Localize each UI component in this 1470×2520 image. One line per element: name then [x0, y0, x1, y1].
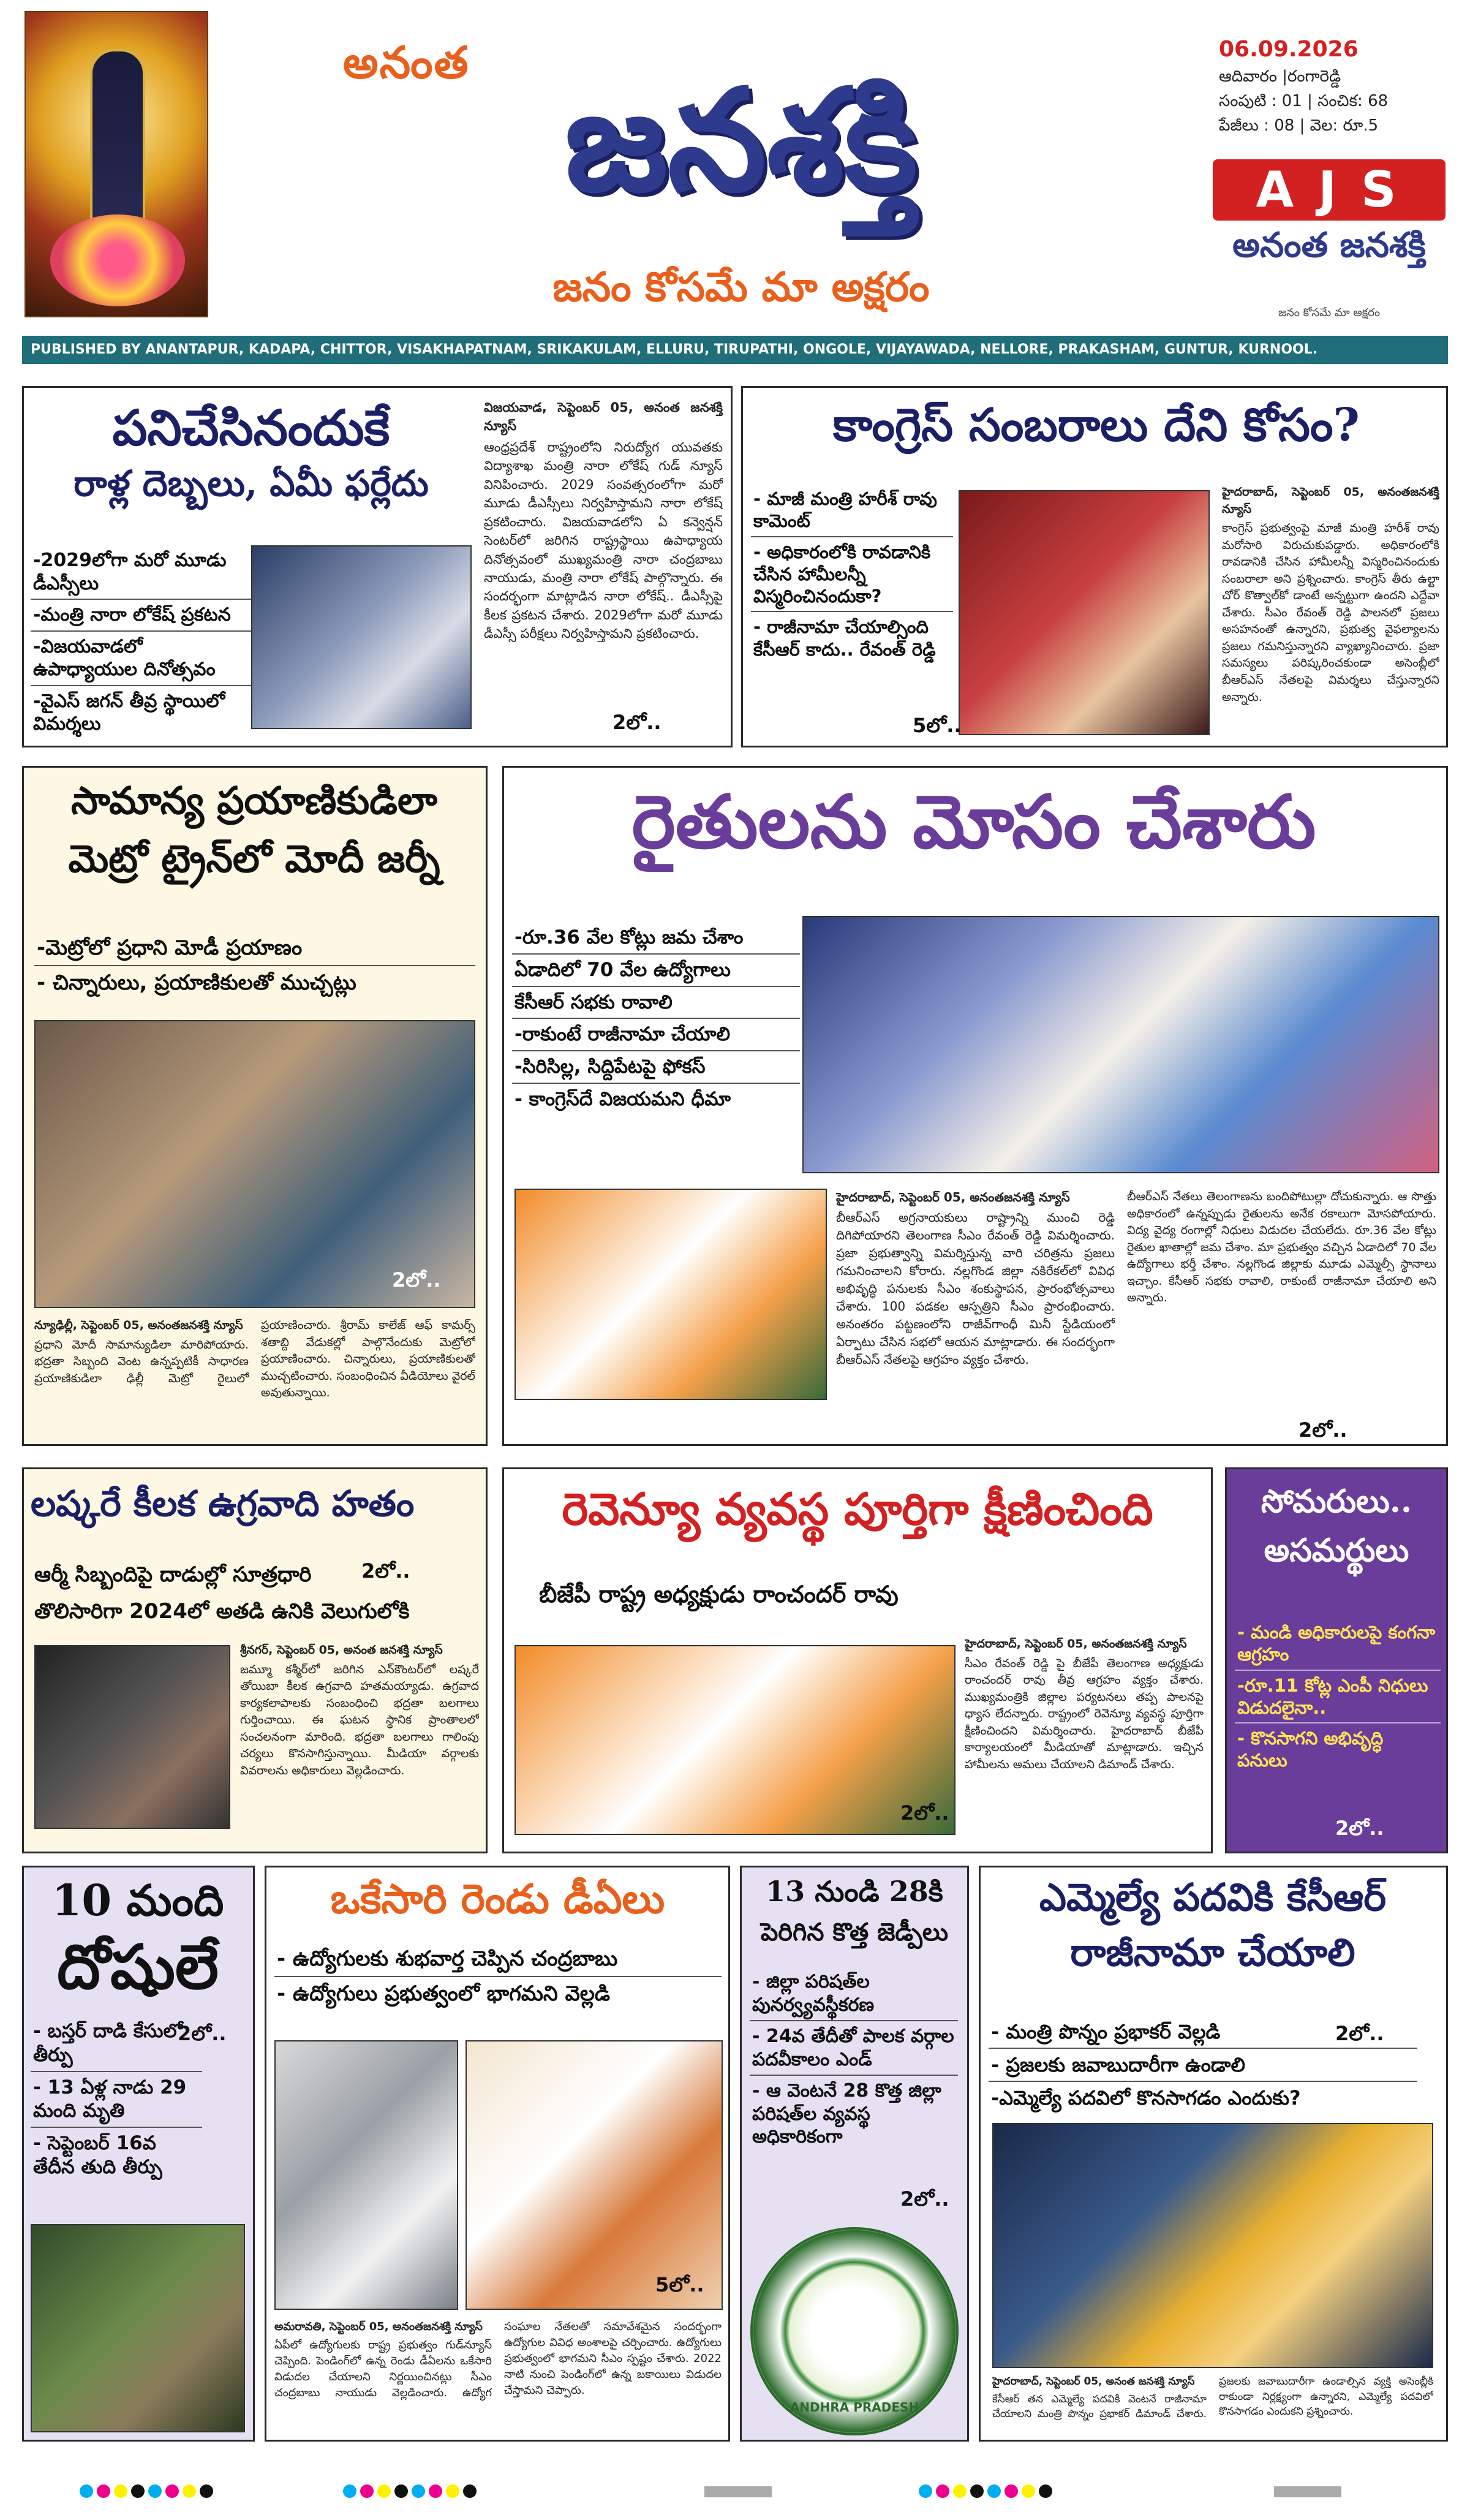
zp-headline-2: పెరిగిన కొత్త జెడ్పీలు	[760, 1918, 949, 1947]
list-item: - ఉద్యోగులకు శుభవార్త చెప్పిన చంద్రబాబు	[274, 1942, 722, 1977]
list-item: - జిల్లా పరిషత్‌ల పునర్వ్యవస్థీకరణ	[750, 1967, 958, 2021]
registration-marks-left	[80, 2484, 213, 2498]
list-item: - 13 ఏళ్ల నాడు 29 మంది మృతి	[31, 2072, 202, 2128]
congress-byline: హైదరాబాద్, సెప్టెంబర్ 05, అనంతజనశక్తి న్యూస్	[1222, 485, 1439, 516]
da-byline: అమరావతి, సెప్టెంబర్ 05, అనంతజనశక్తి న్యూస్	[274, 2320, 483, 2333]
bastar-photo	[31, 2224, 245, 2432]
mla-byline: హైదరాబాద్, సెప్టెంబర్ 05, అనంత జనశక్తి న్యూస్	[992, 2375, 1195, 2388]
ajs-logo	[1213, 159, 1446, 221]
revenue-byline: హైదరాబాద్, సెప్టెంబర్ 05, అనంతజనశక్తి న్యూస్	[965, 1637, 1187, 1651]
da-article	[274, 2319, 722, 2435]
lokesh-photo	[251, 545, 472, 729]
kangana-headline-1: సోమరులు..	[1261, 1483, 1412, 1520]
title-big: జనశక్తి	[564, 59, 918, 223]
metro-bullets	[34, 931, 475, 999]
list-item: -2029లోగా మరో మూడు డీఎస్సీలు	[31, 545, 251, 600]
congress-bullets	[751, 484, 953, 664]
congress-body: కాంగ్రెస్ ప్రభుత్వంపై మాజీ మంత్రి హరీశ్ రావు మరోసారి విరుచుకుపడ్డారు. అధికారంలోకి రావడానికి చేసిన హామీలన్నీ విస్మరించినందుకు సంబరాలా అని ప్రశ్నించారు. కాంగ్రెస్ తీరు ఉల్టా చోర్ కొత్వాల్‌కో డాంటే అన్నట్టుగా ఉందని ఎద్దేవా చేశారు. సీఎం రేవంత్ రెడ్డి పాలనలో ప్రజలు అసహనంతో ఉన్నారని, ప్రభుత్వ వైఫల్యాలను ప్రజలు గమనిస్తున్నారని వ్యాఖ్యానించారు. ప్రజా సమస్యలు పరిష్కరించకుండా అసెంబ్లీలో బీఆర్ఎస్ నేతలపై విమర్శలు చేస్తున్నారని అన్నారు.	[1222, 521, 1439, 704]
registration-marks-center	[343, 2484, 477, 2498]
revenue-body: సీఎం రేవంత్ రెడ్డి పై బీజేపీ తెలంగాణ అధ్యక్షుడు రాంచందర్ రావు తీవ్ర ఆగ్రహం వ్యక్తం చేశారు. ముఖ్యమంత్రికి జిల్లాల పర్యటనలు తప్ప పాలనపై ధ్యాస లేదన్నారు. రాష్ట్రంలో రెవెన్యూ వ్యవస్థ పూర్తిగా క్షీణించిందని విమర్శించారు. హైదరాబాద్ బీజేపీ కార్యాలయంలో మీడియాతో మాట్లాడారు. ఇచ్చిన హామీలను అమలు చేయాలని డిమాండ్ చేశారు.	[965, 1656, 1204, 1771]
da-body: ఏపీలో ఉద్యోగులకు రాష్ట్ర ప్రభుత్వం గుడ్‌న్యూస్ చెప్పింది. పెండింగ్‌లో ఉన్న రెండు డీఏలను ఒకేసారి విడుదల చేయాలని నిర్ణయించినట్లు సీఎం చంద్రబాబు నాయుడు వెల్లడించారు. ఉద్యోగ సంఘాల నేతలతో సమావేశమైన సందర్భంగా ఉద్యోగుల వివిధ అంశాలపై చర్చించారు. ఉద్యోగులు ప్రభుత్వంలో భాగమని సీఎం స్పష్టం చేశారు. 2022 నాటి నుంచి పెండింగ్‌లో ఉన్న బకాయిలు విడుదల చేస్తామని చెప్పారు.	[274, 2320, 722, 2400]
registration-marks-right	[919, 2484, 1052, 2498]
title-small: అనంత	[343, 37, 470, 88]
bastar-bullets	[31, 2016, 202, 2183]
bastar-headline-2: దోషులే	[57, 1931, 219, 2003]
day-place: ఆదివారం |రంగారెడ్డి	[1219, 67, 1341, 86]
congress-photo	[959, 490, 1210, 735]
small-logo-tagline: జనం కోసమే మా అక్షరం	[1278, 306, 1381, 319]
list-item: -సిరిసిల్ల, సిద్దిపేటపై ఫోకస్	[512, 1051, 800, 1084]
issue-date: 06.09.2026	[1219, 37, 1359, 62]
metro-body: ప్రధాని మోదీ సామాన్యుడిలా మారిపోయారు. భద్రతా సిబ్బంది వెంట ఉన్నప్పటికీ సాధారణ ప్రయాణికుడిలా ఢిల్లీ మెట్రో రైలులో ప్రయాణించారు. శ్రీరామ్ కాలేజ్ ఆఫ్ కామర్స్ శతాబ్ది వేడుకల్లో పాల్గొనేందుకు మెట్రోలో ప్రయాణించారు. చిన్నారులు, ప్రయాణికులతో ముచ్చటించారు. సంబంధించిన వీడియోలు వైరల్ అవుతున్నాయి.	[34, 1319, 475, 1400]
publication-banner	[22, 336, 1448, 364]
list-item: - చిన్నారులు, ప్రయాణికులతో ముచ్చట్లు	[37, 970, 356, 995]
farmers-body: బీఆర్ఎస్ అగ్రనాయకులు రాష్ట్రాన్ని ముంచి రెడ్డి దిగిపోయారని తెలంగాణ సీఎం రేవంత్ రెడ్డి విమర్శించారు. ప్రజా ప్రభుత్వాన్ని విమర్శిస్తున్న వారి చరిత్రను ప్రజలు గమనించాలని కోరారు. నల్లగొండ జిల్లా నకిరేకల్‌లో వివిధ అభివృద్ధి పనులకు సీఎం శంకుస్థాపన, ప్రారంభోత్సవాలు చేశారు. 100 పడకల ఆస్పత్రిని సీఎం ప్రారంభించారు. అనంతరం పట్టణంలోని రాజీవ్‌గాంధీ మినీ స్టేడియంలో ఏర్పాటు చేసిన సభలో ఆయన మాట్లాడారు. ఈ సందర్భంగా బీఆర్ఎస్ నేతలపై ఆగ్రహం వ్యక్తం చేశారు.	[836, 1210, 1115, 1367]
da-headline: ఒకేసారి రెండు డీఏలు	[330, 1875, 665, 1923]
list-item: - ప్రజలకు జవాబుదారీగా ఉండాలి	[989, 2049, 1417, 2082]
revenue-continued[interactable]: 2లో..	[900, 1801, 949, 1825]
list-item: -ఎమ్మెల్యే పదవిలో కొనసాగడం ఎందుకు?	[991, 2086, 1301, 2109]
lokesh-headline-2: రాళ్ల దెబ్బలు, ఏమీ ఫర్లేదు	[74, 463, 429, 504]
volume-issue: సంపుటి : 01 | సంచిక: 68	[1219, 92, 1389, 110]
revenue-article	[965, 1636, 1204, 1844]
gray-bar	[704, 2486, 772, 2497]
zp-bullets	[750, 1967, 958, 2152]
list-item: - కాంగ్రెస్‌దే విజయమని ధీమా	[514, 1088, 731, 1110]
list-item: - మాజీ మంత్రి హరీశ్ రావు కామెంట్	[751, 484, 953, 537]
list-item: - అధికారంలోకి రావడానికి చేసిన హామీలన్నీ విస్మరించినందుకా?	[751, 537, 953, 613]
list-item: - మండి అధికారులపై కంగనా ఆగ్రహం	[1235, 1618, 1441, 1671]
zp-headline-1: 13 నుండి 28కి	[766, 1875, 943, 1908]
bastar-headline-1: 10 మంది	[51, 1875, 224, 1926]
metro-headline-2: మెట్రో ట్రైన్‌లో మోదీ జర్నీ	[68, 836, 440, 881]
mla-continued[interactable]: 2లో..	[1335, 2022, 1384, 2045]
farmers-article	[836, 1189, 1115, 1434]
lokesh-continued[interactable]: 2లో..	[612, 711, 662, 734]
ajs-logo-text: AJS	[1213, 159, 1446, 221]
list-item: -రూ.11 కోట్ల ఎంపీ నిధులు విడుదలైనా..	[1235, 1671, 1441, 1724]
list-item: - 24వ తేదీతో పాలక వర్గాల పదవీకాలం ఎండ్	[750, 2021, 958, 2076]
farmers-continued[interactable]: 2లో..	[1298, 1418, 1348, 1442]
revenue-photo	[514, 1645, 956, 1835]
farmers-headline: రైతులను మోసం చేశారు	[631, 779, 1316, 865]
mla-body: కేసీఆర్ తన ఎమ్మెల్యే పదవికి వెంటనే రాజీనామా చేయాలని మంత్రి పొన్నం ప్రభాకర్ డిమాండ్ చేశారు. ప్రజలకు జవాబుదారీగా ఉండాల్సిన వ్యక్తి అసెంబ్లీకి రాకుండా నిర్లక్ష్యంగా ఉన్నారని, ఎమ్మెల్యే పదవిలో కొనసాగడం ఎందుకని ప్రశ్నించారు.	[992, 2375, 1433, 2421]
revenue-headline: రెవెన్యూ వ్యవస్థ పూర్తిగా క్షీణించింది	[562, 1483, 1153, 1535]
list-item: -రాకుంటే రాజీనామా చేయాలి	[512, 1019, 800, 1051]
list-item: - ఆ వెంటనే 28 కొత్త జిల్లా పరిషత్‌ల వ్యవస్థ అధికారికంగా	[752, 2080, 941, 2147]
list-item: కేసీఆర్ సభకు రావాలి	[512, 987, 800, 1020]
deity-image	[24, 11, 208, 317]
list-item: -రూ.36 వేల కోట్లు జమ చేశాం	[512, 922, 800, 955]
lashkar-body: జమ్మూ కశ్మీర్‌లో జరిగిన ఎన్‌కౌంటర్‌లో లష్కరే తోయిబా కీలక ఉగ్రవాది హతమయ్యాడు. ఉగ్రవాద కార్యకలాపాలకు సంబంధించి భద్రతా బలగాలు గుర్తించాయి. ఈ ఘటన స్థానిక ప్రాంతాలలో సంచలనంగా మారింది. భద్రతా బలగాలు గాలింపు చర్యలు కొనసాగిస్తున్నాయి. మీడియా వర్గాలకు వివరాలను అధికారులు వెల్లడించారు.	[240, 1662, 479, 1777]
pages-price: పేజీలు : 08 | వెల: రూ.5	[1219, 116, 1379, 135]
da-photo-cm	[466, 2040, 723, 2310]
list-item: -మెట్రోలో ప్రధాని మోడీ ప్రయాణం	[34, 931, 475, 966]
lashkar-photo	[34, 1645, 230, 1829]
bastar-continued[interactable]: 2లో..	[178, 2022, 227, 2045]
metro-article	[34, 1317, 475, 1440]
lashkar-sub-1: ఆర్మీ సిబ్బందిపై దాడుల్లో సూత్రధారి	[34, 1562, 312, 1587]
mla-photo	[992, 2123, 1433, 2368]
congress-continued[interactable]: 5లో..	[913, 714, 962, 737]
list-item: - బస్తర్ దాడి కేసులో తీర్పు	[31, 2016, 202, 2072]
lokesh-headline-1: పనిచేసినందుకే	[112, 399, 390, 456]
lokesh-body: ఆంధ్రప్రదేశ్ రాష్ట్రంలోని నిరుద్యోగ యువతకు విద్యాశాఖ మంత్రి నారా లోకేష్ గుడ్ న్యూస్ వినిపించారు. 2029 సంవత్సరంలోగా మరో మూడు డీఎస్సీలు నిర్వహిస్తామని నారా లోకేష్ ప్రకటించారు. విజయవాడలోని ఏ కన్వెన్షన్ సెంటర్‌లో జరిగిన రాష్ట్రస్థాయి ఉపాధ్యాయ దినోత్సవంలో ముఖ్యమంత్రి నారా చంద్రబాబు నాయుడు, మంత్రి నారా లోకేష్ పాల్గొన్నారు. ఈ సందర్భంగా మాట్లాడిన నారా లోకేష్.. డీఎస్సీపై కీలక ప్రకటన చేశారు. 2029లోగా మరో మూడు డీఎస్సీ పరీక్షలు నిర్వహిస్తామని ప్రకటించారు.	[484, 439, 723, 641]
ap-emblem-text: ANDHRA PRADESH	[790, 2400, 919, 2415]
revenue-sub: బీజేపీ రాష్ట్ర అధ్యక్షుడు రాంచందర్ రావు	[539, 1581, 899, 1608]
farmers-byline: హైదరాబాద్, సెప్టెంబర్ 05, అనంతజనశక్తి న్యూస్	[836, 1190, 1070, 1205]
mla-article	[992, 2374, 1433, 2435]
lashkar-article	[240, 1642, 479, 1844]
lashkar-headline: లష్కరే కీలక ఉగ్రవాది హతం	[31, 1483, 415, 1524]
da-photo-meeting	[274, 2040, 458, 2310]
tagline: జనం కోసమే మా అక్షరం	[552, 263, 930, 311]
lashkar-continued[interactable]: 2లో..	[361, 1559, 410, 1583]
mla-headline-1: ఎమ్మెల్యే పదవికి కేసీఆర్	[1039, 1875, 1387, 1920]
list-item: -విజయవాడలో ఉపాధ్యాయుల దినోత్సవం	[31, 632, 251, 686]
lokesh-article	[484, 398, 723, 705]
da-bullets	[274, 1942, 722, 2010]
list-item: - మంత్రి పొన్నం ప్రభాకర్ వెల్లడి	[989, 2016, 1417, 2049]
kangana-continued[interactable]: 2లో..	[1335, 1817, 1384, 1840]
ap-emblem	[750, 2227, 959, 2435]
metro-continued[interactable]: 2లో..	[392, 1268, 441, 1292]
list-item: -మంత్రి నారా లోకేష్ ప్రకటన	[31, 600, 251, 632]
mla-headline-2: రాజీనామా చేయాలి	[1070, 1930, 1355, 1975]
zp-continued[interactable]: 2లో..	[900, 2187, 949, 2211]
metro-photo	[34, 1020, 475, 1308]
list-item: ఏడాదిలో 70 వేల ఉద్యోగాలు	[512, 955, 800, 987]
gray-bar-right	[1274, 2486, 1341, 2497]
kangana-bullets	[1235, 1618, 1441, 1776]
lashkar-byline: శ్రీనగర్, సెప్టెంబర్ 05, అనంత జనశక్తి న్యూస్	[240, 1643, 443, 1657]
lokesh-byline: విజయవాడ, సెప్టెంబర్ 05, అనంత జనశక్తి న్యూస్	[484, 400, 723, 434]
list-item: - సెప్టెంబర్ 16వ తేదీన తుది తీర్పు	[33, 2132, 162, 2178]
list-item: -వైఎస్ జగన్ తీవ్ర స్థాయిలో విమర్శలు	[33, 690, 225, 735]
list-item: - ఉద్యోగులు ప్రభుత్వంలో భాగమని వెల్లడి	[277, 1981, 611, 2006]
metro-headline-1: సామాన్య ప్రయాణికుడిలా	[71, 778, 437, 823]
metro-byline: న్యూఢిల్లీ, సెప్టెంబర్ 05, అనంతజనశక్తి న్యూస్	[34, 1319, 243, 1332]
list-item: - కొనసాగని అభివృద్ధి పనులు	[1237, 1728, 1384, 1771]
congress-article	[1222, 484, 1439, 741]
farmers-bullets	[512, 922, 800, 1115]
garland	[50, 214, 185, 306]
farmers-photo-cheque	[802, 916, 1439, 1173]
lokesh-bullets	[31, 545, 251, 740]
farmers-photo-inauguration	[514, 1189, 827, 1400]
da-continued[interactable]: 5లో..	[655, 2273, 704, 2296]
lashkar-sub-2: తొలిసారిగా 2024లో అతడి ఉనికి వెలుగులోకి	[34, 1599, 410, 1624]
farmers-body-2: బీఆర్ఎస్ నేతలు తెలంగాణను బందిపోటుల్లా దోచుకున్నారు. ఆ సొత్తు అధికారంలో ఉన్నప్పుడు రైతులను అనేక రకాలుగా మోసపోయారు. విద్య వైద్య రంగాల్లో నిధులు విడుదల చేయలేదు. రూ.36 వేల కోట్లు రైతుల ఖాతాల్లో జమ చేశాం. మా ప్రభుత్వం వచ్చిన ఏడాదిలో 70 వేల ఉద్యోగాలు భర్తీ చేశాం. నల్లగొండ జిల్లాకు మూడు ఎమ్మెల్సీ స్థానాలు ఇచ్చాం. కేసీఆర్ సభకు రావాలి, రాకుంటే రాజీనామా చేయాలి అని అన్నారు.	[1127, 1190, 1436, 1305]
small-logo-title: అనంత జనశక్తి	[1232, 225, 1426, 265]
list-item: - రాజీనామా చేయాల్సింది కేసీఆర్ కాదు.. రేవంత్ రెడ్డి	[753, 616, 936, 660]
congress-headline: కాంగ్రెస్ సంబరాలు దేని కోసం?	[833, 399, 1360, 452]
farmers-article-2	[1127, 1189, 1436, 1428]
kangana-headline-2: అసమర్థులు	[1264, 1532, 1409, 1569]
publication-line: PUBLISHED BY ANANTAPUR, KADAPA, CHITTOR, VISAKHAPATNAM, SRIKAKULAM, ELLURU, TIRUPATHI, ONGOLE, VIJAYAWADA, NELLORE, PRAKASHAM, GUNTUR, KURNOOL.	[31, 342, 1318, 357]
